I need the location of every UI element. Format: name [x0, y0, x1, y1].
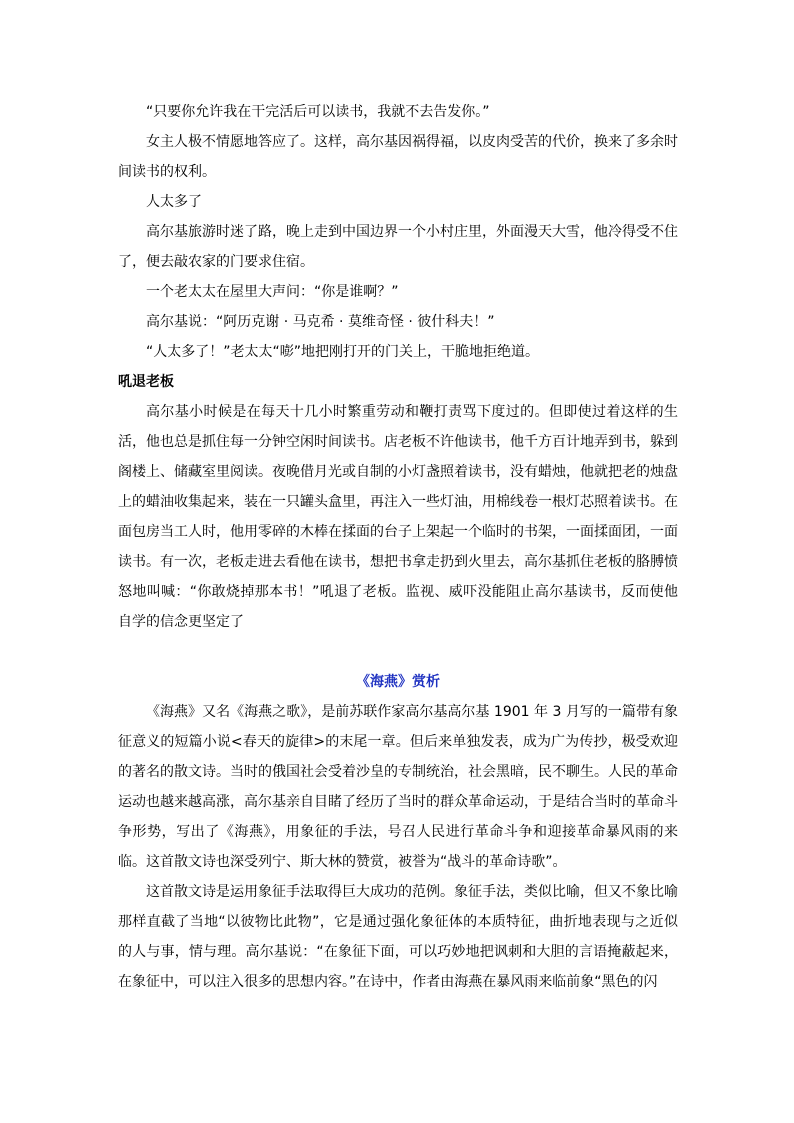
heading-shout-boss: 吼退老板 — [118, 374, 174, 390]
paragraph-petrel-background: 《海燕》又名《海燕之歌》，是前苏联作家高尔基高尔基 1901 年 3 月写的一篇带有象征意义的短篇小说<春天的旋律>的末尾一章。但后来单独发表，成为广为传抄，极受欢迎的著名的散文诗。当时的俄国社会受着沙皇的专制统治，社会黑暗，民不聊生。人民的革命运动也越来越高涨，高尔基亲自目睹了经历了当时的群众革命运动，于是结合当时的革命斗争形势，写出了《海燕》，用象征的手法，号召人民进行革命斗争和迎接革命暴风雨的来临。这首散文诗也深受列宁、斯大林的赞赏，被誉为“战斗的革命诗歌”。 — [118, 704, 678, 870]
paragraph-old-woman-asks: 一个老太太在屋里大声问：“你是谁啊？” — [146, 284, 399, 300]
paragraph-mistress-agreed: 女主人极不情愿地答应了。这样，高尔基因祸得福，以皮肉受苦的代价，换来了多余时间读书的权利。 — [118, 134, 678, 180]
paragraph-permission-quote: “只要你允许我在干完活后可以读书，我就不去告发你。” — [146, 104, 490, 120]
paragraph-door-slammed: “人太多了！”老太太“嘭”地把刚打开的门关上，干脆地拒绝道。 — [146, 344, 540, 360]
paragraph-lost-in-snow: 高尔基旅游时迷了路，晚上走到中国边界一个小村庄里，外面漫天大雪，他冷得受不住了，便去敲农家的门要求住宿。 — [118, 224, 678, 270]
subheading-too-many-people: 人太多了 — [146, 194, 202, 210]
analysis-title: 《海燕》赏析 — [356, 674, 440, 690]
paragraph-childhood-reading: 高尔基小时候是在每天十几小时繁重劳动和鞭打责骂下度过的。但即使过着这样的生活，他也总是抓住每一分钟空闲时间读书。店老板不许他读书，他千方百计地弄到书，躲到阁楼上、储藏室里阅读。夜晚借月光或自制的小灯盏照着读书，没有蜡烛，他就把老的烛盘上的蜡油收集起来，装在一只罐头盒里，再注入一些灯油，用棉线卷一根灯芯照着读书。在面包房当工人时，他用零碎的木棒在揉面的台子上架起一个临时的书架，一面揉面团，一面读书。有一次，老板走进去看他在读书，想把书拿走扔到火里去，高尔基抓住老板的胳膊愤怒地叫喊：“你敢烧掉那本书！”吼退了老板。监视、威吓没能阻止高尔基读书，反而使他自学的信念更坚定了 — [118, 404, 678, 630]
document-body — [118, 97, 678, 997]
paragraph-symbolism: 这首散文诗是运用象征手法取得巨大成功的范例。象征手法，类似比喻，但又不象比喻那样直截了当地“以彼物比此物”，它是通过强化象征体的本质特征，曲折地表现与之近似的人与事，情与理。高尔基说：“在象征下面，可以巧妙地把讽刺和大胆的言语掩蔽起来，在象征中，可以注入很多的思想内容。”在诗中，作者由海燕在暴风雨来临前象“黑色的闪 — [118, 884, 678, 990]
paragraph-gorky-full-name: 高尔基说：“阿历克谢 · 马克希 · 莫维奇怪 · 彼什科夫！” — [146, 314, 495, 330]
section-gap — [118, 637, 678, 667]
